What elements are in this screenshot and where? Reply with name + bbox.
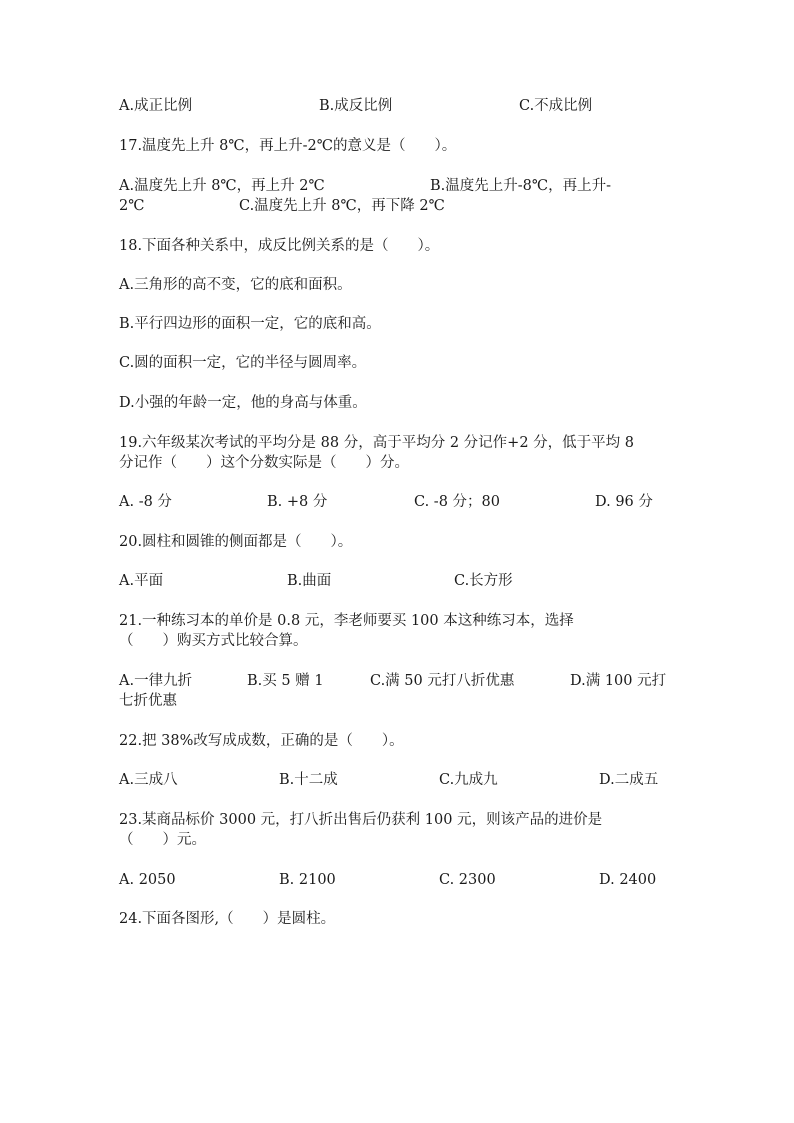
q19-option-d: D. 96 分	[595, 494, 653, 510]
q17-question: 17.温度先上升 8℃，再上升-2℃的意义是（ ）。	[119, 138, 457, 154]
q19-question-line1: 19.六年级某次考试的平均分是 88 分，高于平均分 2 分记作+2 分，低于平均 8	[119, 435, 634, 451]
q16-option-a: A.成正比例	[119, 98, 193, 114]
q21-option-d: D.满 100 元打	[570, 673, 667, 689]
q18-option-b: B.平行四边形的面积一定，它的底和高。	[119, 316, 381, 332]
q17-option-a: A.温度先上升 8℃，再上升 2℃	[119, 178, 325, 194]
q18-option-c: C.圆的面积一定，它的半径与圆周率。	[119, 355, 367, 371]
q16-option-b: B.成反比例	[319, 98, 393, 114]
q23-option-d: D. 2400	[599, 872, 657, 888]
q19-option-a: A. -8 分	[119, 494, 172, 510]
q23-option-a: A. 2050	[119, 872, 176, 888]
q17-option-b-continued: 2℃	[119, 198, 145, 214]
q19-option-c: C. -8 分；80	[414, 494, 500, 510]
q20-option-c: C.长方形	[454, 573, 513, 589]
q20-question: 20.圆柱和圆锥的侧面都是（ ）。	[119, 534, 353, 550]
q17-option-c: C.温度先上升 8℃，再下降 2℃	[239, 198, 445, 214]
q17-option-b: B.温度先上升-8℃，再上升-	[430, 178, 612, 194]
q18-option-a: A.三角形的高不变，它的底和面积。	[119, 277, 352, 293]
q23-option-b: B. 2100	[279, 872, 336, 888]
q18-question: 18.下面各种关系中，成反比例关系的是（ ）。	[119, 238, 440, 254]
q22-question: 22.把 38%改写成成数，正确的是（ ）。	[119, 733, 404, 749]
q22-option-c: C.九成九	[439, 772, 498, 788]
q21-option-c: C.满 50 元打八折优惠	[370, 673, 515, 689]
q23-question-line1: 23.某商品标价 3000 元，打八折出售后仍获利 100 元，则该产品的进价是	[119, 812, 603, 828]
q24-question: 24.下面各图形,（ ）是圆柱。	[119, 911, 336, 927]
q23-option-c: C. 2300	[439, 872, 496, 888]
q22-option-b: B.十二成	[279, 772, 338, 788]
q22-option-a: A.三成八	[119, 772, 178, 788]
q21-option-b: B.买 5 赠 1	[247, 673, 324, 689]
q21-question-line2: （ ）购买方式比较合算。	[119, 633, 308, 649]
q20-option-a: A.平面	[119, 573, 164, 589]
q19-question-line2: 分记作（ ）这个分数实际是（ ）分。	[119, 455, 409, 471]
q20-option-b: B.曲面	[287, 573, 332, 589]
q19-option-b: B. +8 分	[267, 494, 328, 510]
q21-question-line1: 21.一种练习本的单价是 0.8 元，李老师要买 100 本这种练习本，选择	[119, 613, 574, 629]
q16-option-c: C.不成比例	[519, 98, 593, 114]
q21-option-a: A.一律九折	[119, 673, 193, 689]
q23-question-line2: （ ）元。	[119, 832, 206, 848]
q21-option-d-continued: 七折优惠	[119, 693, 177, 709]
q22-option-d: D.二成五	[599, 772, 659, 788]
q18-option-d: D.小强的年龄一定，他的身高与体重。	[119, 395, 367, 411]
